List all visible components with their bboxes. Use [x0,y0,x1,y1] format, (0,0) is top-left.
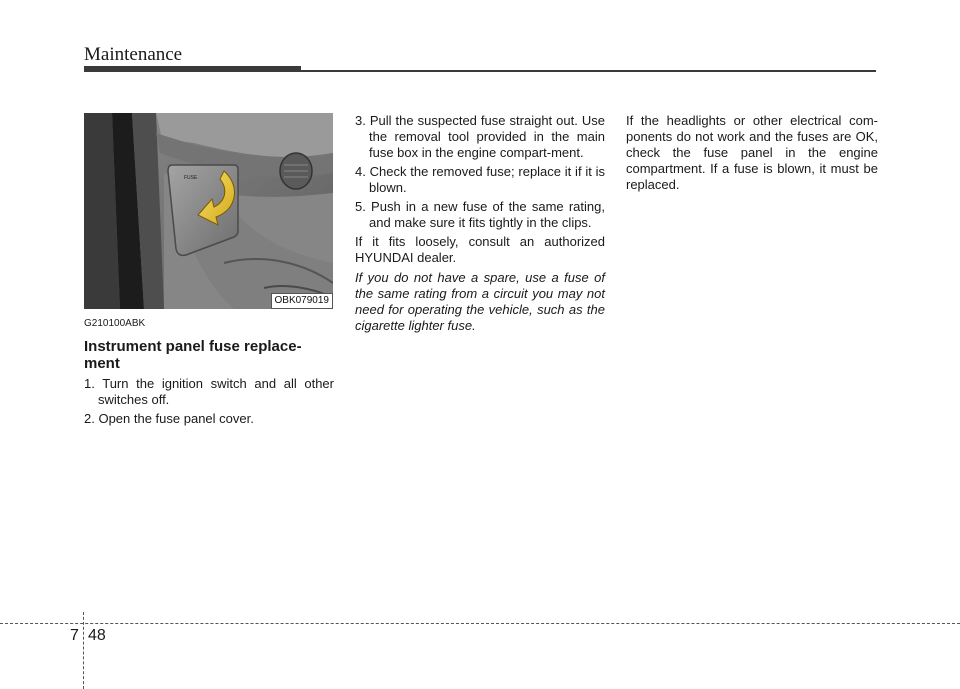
loose-fuse-paragraph: If it fits loosely, consult an authorized HYUNDAI dealer. [355,234,605,265]
header-bar-thick [84,66,301,72]
header-bar-thin [301,70,876,72]
headlights-paragraph: If the headlights or other electrical com-ponents do not work and the fuses are OK, check the fuse panel in the engine compartment. If a fuse is blown, it must be replaced. [626,113,878,192]
step-1: 1. Turn the ignition switch and all other switches off. [84,376,334,407]
footer-divider [0,623,960,624]
page-number: 48 [88,627,106,644]
section-heading: Instrument panel fuse replace-ment [84,338,302,372]
fuse-panel-photo [84,113,333,309]
section-code: G210100ABK [84,318,146,329]
svg-text:FUSE: FUSE [184,175,198,181]
fuse-panel-illustration [84,113,333,309]
spare-fuse-note: If you do not have a spare, use a fuse of the same rating from a circuit you may not need for operating the vehicle, such as the cigarette lighter fuse. [355,270,605,333]
page-header-title: Maintenance [84,44,183,65]
step-2: 2. Open the fuse panel cover. [84,411,254,426]
step-5: 5. Push in a new fuse of the same rating, and make sure it fits tightly in the clips. [355,199,605,230]
page-section-number: 7 [70,627,79,644]
column-1 [84,316,334,430]
column-3 [626,113,878,196]
figure-code: OBK079019 [271,293,334,309]
footer-vertical-divider [83,612,84,689]
step-3: 3. Pull the suspected fuse straight out. Use the removal tool provided in the main fuse box in the engine compart-ment. [355,113,605,160]
step-4: 4. Check the removed fuse; replace it if it is blown. [355,164,605,195]
column-2 [355,113,605,334]
